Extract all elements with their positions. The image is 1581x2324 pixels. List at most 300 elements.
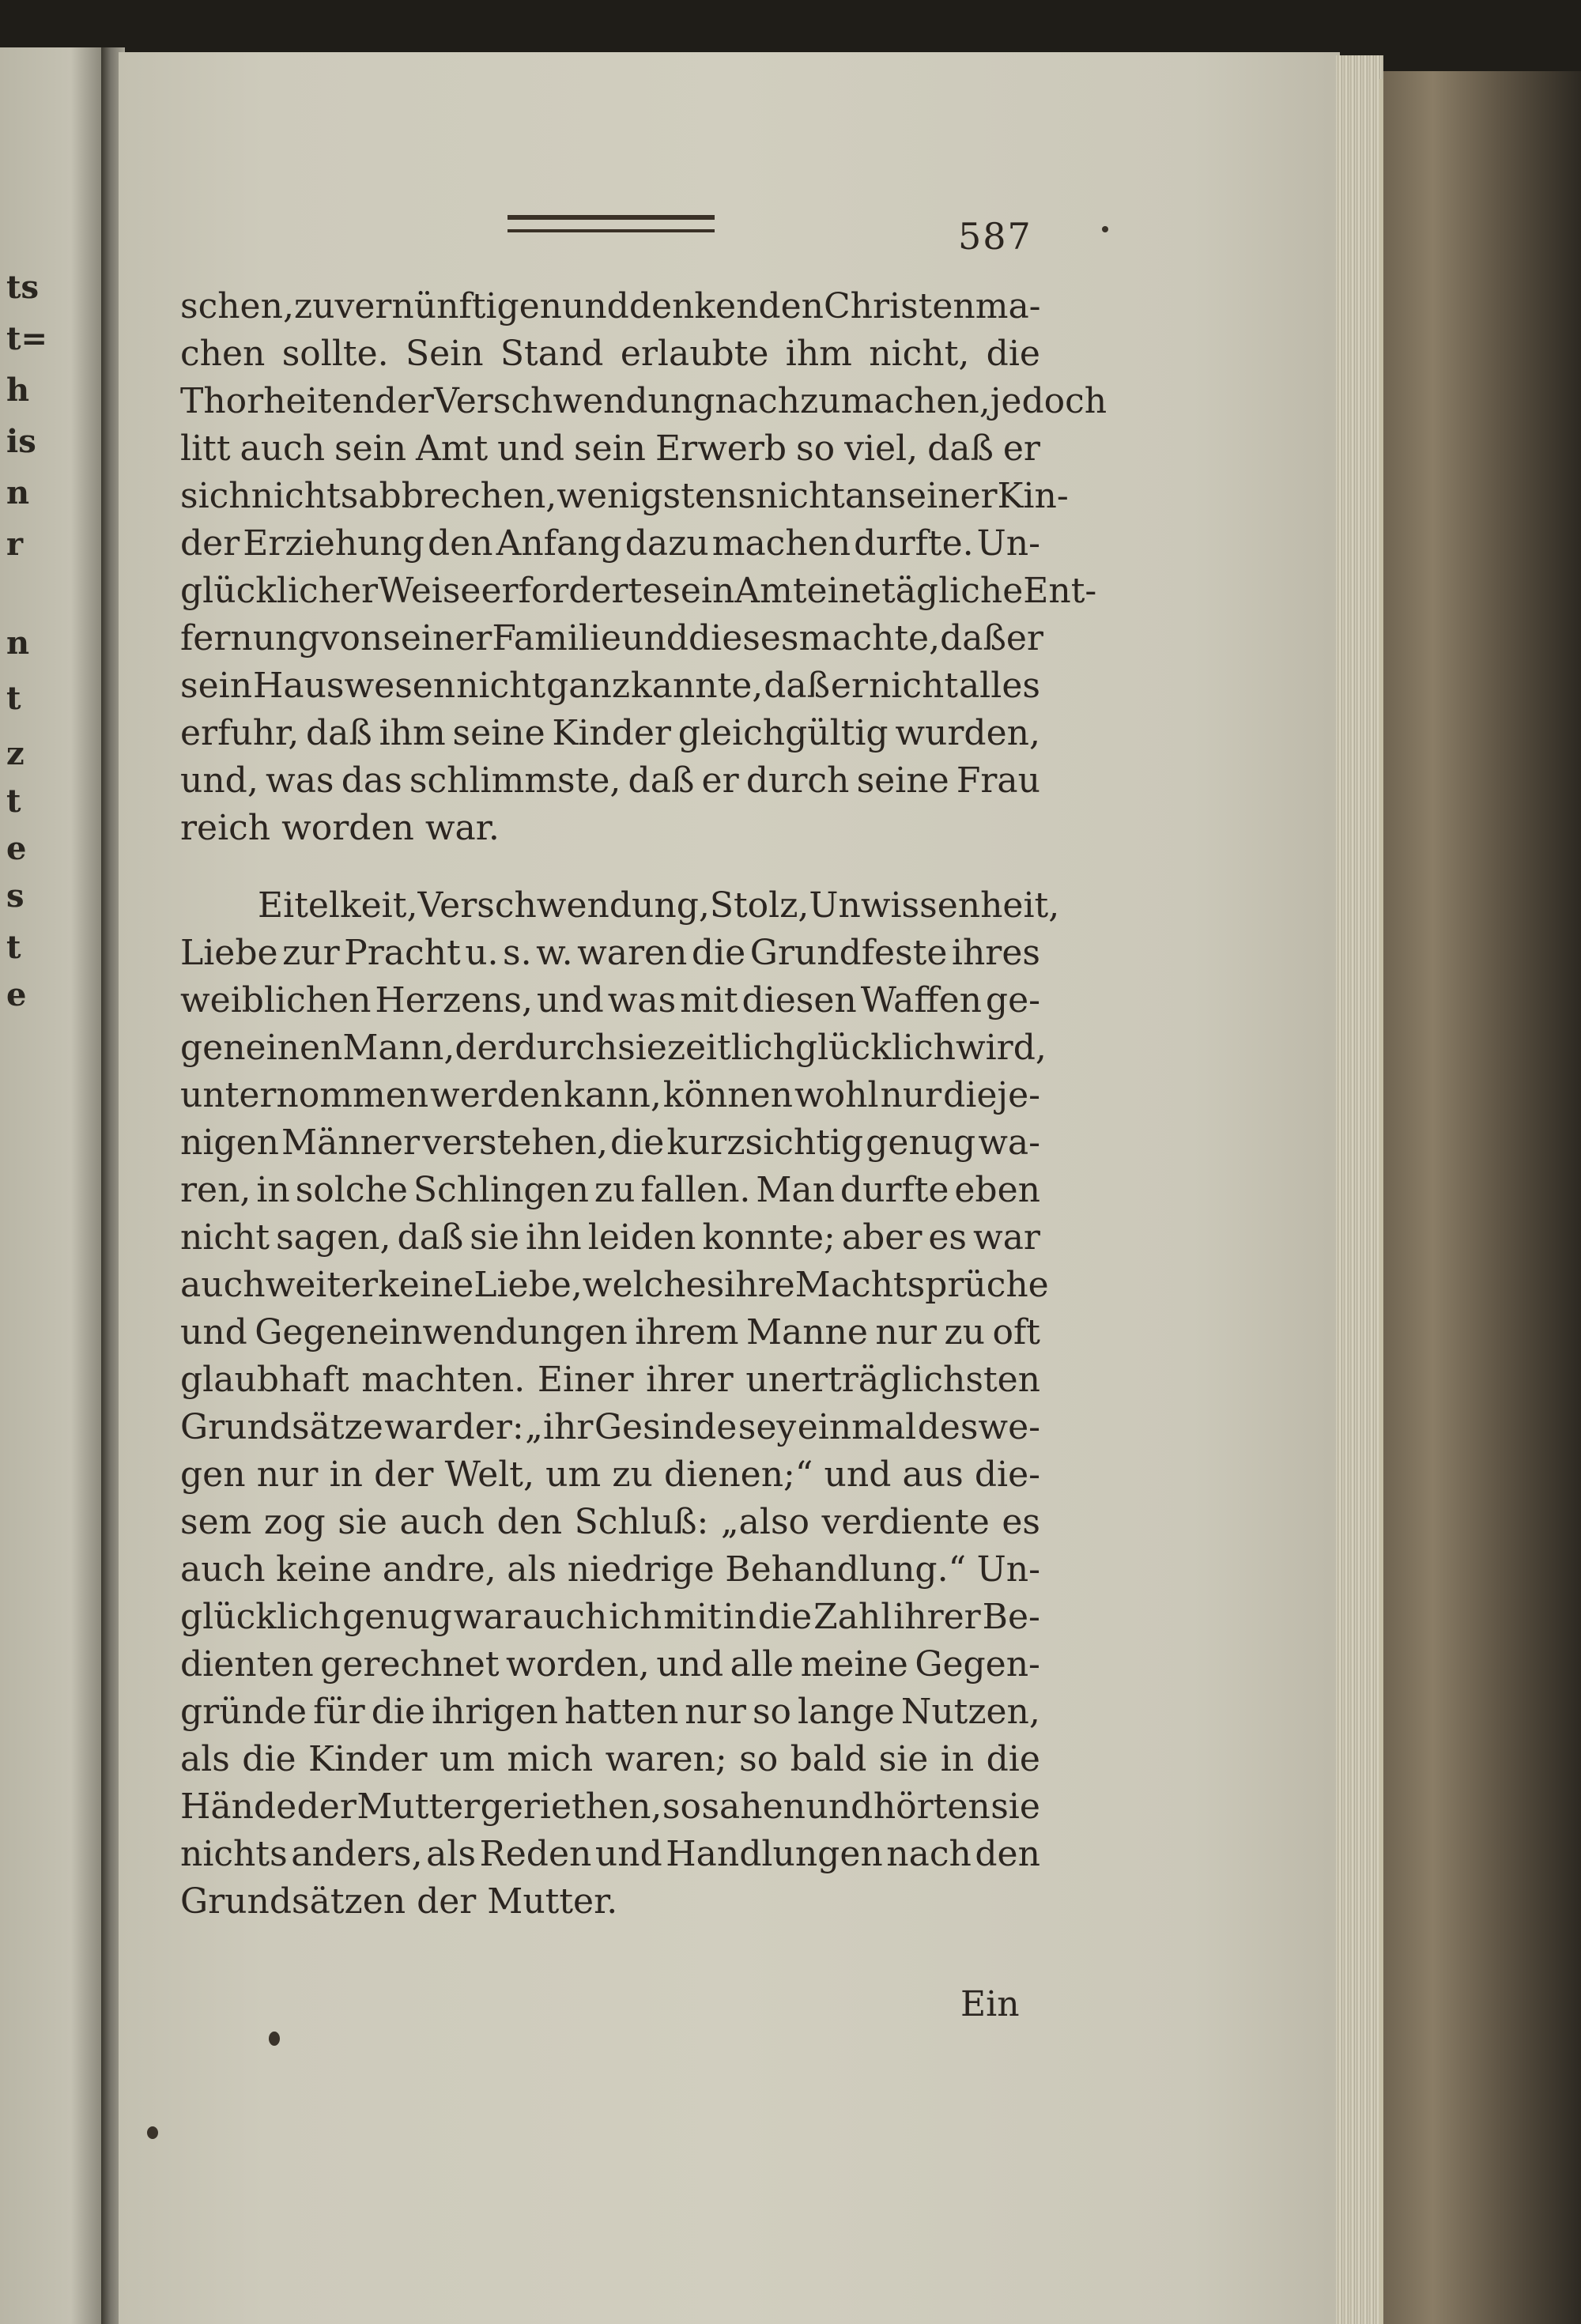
word: die	[371, 1692, 425, 1732]
word: denkenden	[628, 286, 824, 326]
word: Liebe,	[474, 1265, 583, 1305]
word: wenigstens	[557, 476, 756, 516]
word: konnte;	[702, 1217, 836, 1258]
word: s.	[503, 933, 532, 973]
word: schen,	[180, 286, 294, 326]
word: Kinder	[552, 713, 671, 753]
word: Man	[756, 1170, 835, 1210]
word: so	[796, 428, 836, 469]
word: dazu	[624, 523, 709, 564]
left-page-fragment: r	[6, 526, 24, 563]
word: erlaubte	[620, 334, 769, 374]
left-page-fragment: z	[6, 735, 25, 772]
word: und,	[180, 760, 258, 801]
word: nicht,	[869, 334, 970, 374]
word: er	[1002, 428, 1040, 469]
word: Hände	[180, 1786, 297, 1827]
word: gerechnet	[320, 1644, 500, 1685]
word: Manne	[745, 1312, 868, 1353]
word: Thorheiten	[180, 381, 375, 421]
word: Machtsprüche	[794, 1265, 1049, 1305]
word: unternommen	[180, 1075, 429, 1115]
word: waren	[577, 933, 688, 973]
left-page-fragment: ts	[6, 269, 39, 306]
left-page-fragment: n	[6, 624, 30, 662]
word: sein	[180, 666, 253, 706]
word: was	[607, 980, 677, 1021]
word: Gegeneinwendungen	[255, 1312, 628, 1353]
word: nicht	[755, 476, 845, 516]
word: nachzumachen,	[715, 381, 990, 421]
word: Ent-	[1023, 571, 1097, 611]
text-line	[180, 1119, 1040, 1167]
word: glücklich	[180, 1597, 341, 1637]
word: unerträglichsten	[745, 1360, 1040, 1400]
word: für	[313, 1692, 365, 1732]
word: einen	[245, 1028, 343, 1068]
word: zeitlich	[666, 1028, 795, 1068]
word: auch	[240, 428, 326, 469]
word: den	[427, 523, 493, 564]
word: und	[497, 428, 565, 469]
word: Liebe	[180, 933, 278, 973]
word: kannte,	[630, 666, 764, 706]
word: verstehen,	[422, 1122, 608, 1163]
word: als	[426, 1834, 477, 1874]
word: gleichgültig	[677, 713, 889, 753]
word: so	[752, 1692, 792, 1732]
word: Männer	[281, 1122, 421, 1163]
word: sahen	[701, 1786, 806, 1827]
word: Kinder	[308, 1739, 428, 1779]
word: Pracht	[344, 933, 461, 973]
text-line	[180, 473, 1069, 520]
word: ihn	[525, 1217, 582, 1258]
text-line	[180, 330, 1040, 378]
word: tägliche	[881, 571, 1024, 611]
word: so	[739, 1739, 779, 1779]
word: aus	[902, 1454, 964, 1495]
word: machten.	[361, 1360, 526, 1400]
word: Waffen	[860, 980, 982, 1021]
word: und	[562, 286, 629, 326]
word: seine	[856, 760, 949, 801]
word: nur	[685, 1692, 746, 1732]
word: waren;	[605, 1739, 727, 1779]
word: Frau	[956, 760, 1040, 801]
word: auch	[180, 1549, 266, 1590]
text-line	[180, 977, 1040, 1024]
word: in	[329, 1454, 363, 1495]
word: bald	[790, 1739, 867, 1779]
word: oft	[992, 1312, 1040, 1353]
text-line	[180, 1309, 1040, 1356]
word: auch	[399, 1502, 485, 1542]
word: seine	[452, 713, 545, 753]
word: Erziehung	[243, 523, 424, 564]
word: wird,	[955, 1028, 1047, 1068]
word: Un-	[976, 523, 1040, 564]
text-line	[180, 1499, 1040, 1546]
word: und	[806, 1786, 874, 1827]
word: dienen;“	[664, 1454, 813, 1495]
word: nur	[880, 1075, 942, 1115]
word: als	[507, 1549, 557, 1590]
paragraph-gap	[180, 852, 1040, 882]
word: Nutzen,	[900, 1692, 1040, 1732]
word: keine	[378, 1265, 474, 1305]
left-page-fragment: is	[6, 423, 36, 460]
word: Mann,	[342, 1028, 455, 1068]
text-line	[180, 1167, 1040, 1214]
word: so	[662, 1786, 701, 1827]
word: sie	[338, 1502, 387, 1542]
word: die	[757, 1597, 813, 1637]
word: nicht	[456, 666, 546, 706]
text-line	[180, 882, 1060, 930]
word: Un-	[976, 1549, 1040, 1590]
word: durch	[745, 760, 850, 801]
text-line	[180, 930, 1040, 977]
word: niedrige	[567, 1549, 715, 1590]
word: daß	[397, 1217, 464, 1258]
word: w.	[536, 933, 573, 973]
word: Mutter	[357, 1786, 481, 1827]
word: ihres	[951, 933, 1040, 973]
left-page-fragment: t	[6, 680, 21, 717]
word: kann,	[564, 1075, 662, 1115]
word: durfte	[840, 1170, 949, 1210]
word: genug	[866, 1122, 976, 1163]
word: seiner	[888, 476, 998, 516]
word: werden	[430, 1075, 563, 1115]
word: in	[940, 1739, 975, 1779]
word: Kin-	[997, 476, 1069, 516]
word: weiter	[265, 1265, 379, 1305]
word: Grundfeste	[749, 933, 948, 973]
word: sein	[573, 428, 647, 469]
word: und	[656, 1644, 724, 1685]
word: an	[844, 476, 889, 516]
word: nicht	[180, 1217, 270, 1258]
word: viel,	[844, 428, 919, 469]
word: eine	[806, 571, 882, 611]
word: den	[975, 1834, 1040, 1874]
word: die	[691, 933, 746, 973]
word: keine	[276, 1549, 372, 1590]
word: der	[455, 1028, 515, 1068]
word: ich	[609, 1597, 662, 1637]
word: alle	[730, 1644, 794, 1685]
word: ren,	[180, 1170, 251, 1210]
word: meine	[800, 1644, 908, 1685]
text-line	[180, 757, 1040, 805]
word: Amt	[734, 571, 807, 611]
word: glaubhaft	[180, 1360, 349, 1400]
ink-spot	[269, 2032, 280, 2046]
word: seiner	[383, 618, 492, 658]
word: geriethen,	[480, 1786, 662, 1827]
word: der	[374, 1454, 434, 1495]
text-line	[180, 615, 1043, 662]
word: vernünftigen	[334, 286, 562, 326]
word: sem	[180, 1502, 252, 1542]
body-text	[180, 283, 1107, 1926]
word: Herzens,	[375, 980, 533, 1021]
word: nichts	[180, 1834, 288, 1874]
text-line	[180, 1546, 1040, 1594]
word: Anfang	[496, 523, 622, 564]
word: mit	[680, 980, 738, 1021]
word: sie	[990, 1786, 1040, 1827]
word: daß	[306, 713, 372, 753]
word: und	[180, 1312, 247, 1353]
word: alles	[958, 666, 1040, 706]
left-page-fragment: n	[6, 474, 30, 511]
word: war	[973, 1217, 1040, 1258]
word: fallen.	[640, 1170, 751, 1210]
word: Amt	[416, 428, 489, 469]
word: Behandlung.“	[725, 1549, 967, 1590]
word: nichts	[251, 476, 359, 516]
left-page-fragment: t=	[6, 320, 47, 357]
text-line	[180, 1831, 1040, 1878]
word: Verschwendung,	[417, 885, 710, 926]
word: verdiente	[821, 1502, 990, 1542]
word: glücklicher	[180, 571, 379, 611]
word: Verschwendung	[433, 381, 715, 421]
word: er	[830, 666, 868, 706]
text-line	[180, 1783, 1040, 1831]
word: Christen	[823, 286, 975, 326]
word: u.	[465, 933, 499, 973]
word: nach	[886, 1834, 972, 1874]
word: gen	[180, 1454, 246, 1495]
word: wurden,	[895, 713, 1040, 753]
page-edges	[1336, 55, 1383, 2324]
word: was	[266, 760, 334, 801]
left-page-fragment: t	[6, 783, 21, 820]
text-line	[180, 1356, 1040, 1404]
word: ganz	[546, 666, 631, 706]
left-page-fragment: e	[6, 976, 27, 1013]
word: zu	[594, 1170, 636, 1210]
word: durch	[514, 1028, 618, 1068]
word: Einer	[537, 1360, 634, 1400]
word: deswe-	[917, 1407, 1040, 1447]
word: nur	[875, 1312, 938, 1353]
word: lange	[797, 1692, 895, 1732]
text-line	[180, 1451, 1040, 1499]
word: andre,	[382, 1549, 496, 1590]
text-line	[180, 1072, 1040, 1119]
left-page-fragment: s	[6, 877, 25, 915]
word: ihrem	[635, 1312, 739, 1353]
book-cover	[1383, 71, 1581, 2324]
word: dieje-	[943, 1075, 1040, 1115]
word: ihrer	[893, 1597, 981, 1637]
word: der	[374, 381, 434, 421]
word: kurzsichtig	[666, 1122, 864, 1163]
word: Schlingen	[413, 1170, 589, 1210]
word: die	[242, 1739, 296, 1779]
word: in	[256, 1170, 290, 1210]
word: ihrigen	[431, 1692, 558, 1732]
word: chen	[180, 334, 266, 374]
word: wohl	[794, 1075, 879, 1115]
word: nigen	[180, 1122, 279, 1163]
word: zu	[944, 1312, 986, 1353]
word: litt	[180, 428, 231, 469]
word: können	[662, 1075, 794, 1115]
text-line	[180, 1262, 1049, 1309]
word: mich	[507, 1739, 594, 1779]
word: sich	[180, 476, 251, 516]
word: es	[1002, 1502, 1040, 1542]
word: nicht	[868, 666, 959, 706]
word: machen	[711, 523, 851, 564]
word: Erwerb	[655, 428, 787, 469]
word: der:	[452, 1407, 524, 1447]
word: hatten	[564, 1692, 679, 1732]
word: durfte.	[854, 523, 974, 564]
word: sollte.	[281, 334, 389, 374]
word: zu	[612, 1454, 653, 1495]
word: ihrer	[646, 1360, 734, 1400]
word: sein	[662, 571, 735, 611]
word: und	[824, 1454, 892, 1495]
word: daß	[940, 618, 1006, 658]
word: es	[928, 1217, 968, 1258]
header-rule	[508, 215, 715, 232]
word: von	[319, 618, 383, 658]
page-number: 587	[958, 215, 1032, 258]
word: auch	[180, 1265, 266, 1305]
word: Hauswesen	[252, 666, 456, 706]
word: zu	[293, 286, 335, 326]
word: sey	[738, 1407, 797, 1447]
word: ihre	[724, 1265, 795, 1305]
word: solche	[295, 1170, 408, 1210]
word: er	[1006, 618, 1043, 658]
word: dieses	[688, 618, 799, 658]
ink-spot	[1102, 226, 1108, 232]
word: das	[341, 760, 402, 801]
word: machte,	[798, 618, 941, 658]
text-line: Grundsätzen der Mutter.	[180, 1881, 618, 1922]
word: Gesinde	[594, 1407, 738, 1447]
word: Schluß:	[574, 1502, 709, 1542]
word: die	[986, 1739, 1040, 1779]
word: die	[986, 334, 1040, 374]
text-line	[180, 662, 1040, 710]
word: Welt,	[444, 1454, 534, 1495]
word: sagen,	[276, 1217, 391, 1258]
catchword: Ein	[960, 1984, 1020, 2024]
word: um	[439, 1739, 495, 1779]
word: glücklich	[794, 1028, 956, 1068]
word: Weise	[378, 571, 481, 611]
word: hörten	[873, 1786, 990, 1827]
word: leiden	[587, 1217, 696, 1258]
word: sie	[878, 1739, 929, 1779]
text-line	[180, 1404, 1040, 1451]
word: aber	[841, 1217, 923, 1258]
word: Familie	[492, 618, 622, 658]
word: sein	[334, 428, 407, 469]
word: anders,	[291, 1834, 423, 1874]
text-line	[180, 1594, 1040, 1641]
word: einmal	[797, 1407, 917, 1447]
word: zur	[282, 933, 340, 973]
word: die-	[974, 1454, 1040, 1495]
word: und	[621, 618, 689, 658]
word: als	[180, 1739, 230, 1779]
word: diesen	[741, 980, 857, 1021]
text-line	[180, 710, 1040, 757]
word: Eitelkeit,	[258, 885, 418, 926]
word: war	[384, 1407, 452, 1447]
word: erfuhr,	[180, 713, 300, 753]
word: „also	[720, 1502, 810, 1542]
ink-spot	[147, 2126, 158, 2139]
word: Grundsätze	[180, 1407, 383, 1447]
word: er	[701, 760, 739, 801]
word: erforderte	[481, 571, 663, 611]
left-page-fragment: t	[6, 929, 21, 966]
text-line	[180, 1688, 1040, 1736]
word: jedoch	[990, 381, 1107, 421]
word: der	[296, 1786, 357, 1827]
word: sie	[470, 1217, 519, 1258]
word: um	[545, 1454, 602, 1495]
word: gründe	[180, 1692, 308, 1732]
text-line	[180, 1736, 1040, 1783]
word: auch	[522, 1597, 608, 1637]
word: welches	[582, 1265, 725, 1305]
word: und	[594, 1834, 662, 1874]
text-line: reich worden war.	[180, 808, 500, 848]
word: in	[723, 1597, 757, 1637]
word: Be-	[982, 1597, 1040, 1637]
word: Gegen-	[915, 1644, 1040, 1685]
left-page-fragment: h	[6, 372, 30, 409]
word: Reden	[479, 1834, 592, 1874]
word: Sein	[405, 334, 484, 374]
word: schlimmste,	[409, 760, 621, 801]
word: Stolz,	[709, 885, 809, 926]
word: wa-	[978, 1122, 1040, 1163]
text-line	[180, 1024, 1047, 1072]
word: Zahl	[813, 1597, 892, 1637]
word: den	[496, 1502, 563, 1542]
text-line	[180, 283, 1040, 330]
word: „ihr	[525, 1407, 594, 1447]
word: Unwissenheit,	[809, 885, 1060, 926]
word: zog	[263, 1502, 326, 1542]
word: ihm	[785, 334, 852, 374]
word: fernung	[180, 618, 320, 658]
word: mit	[663, 1597, 722, 1637]
word: ma-	[975, 286, 1041, 326]
text-line	[180, 568, 1097, 615]
left-facing-page	[0, 47, 101, 2324]
word: worden,	[506, 1644, 650, 1685]
word: Stand	[500, 334, 604, 374]
word: genug	[341, 1597, 452, 1637]
word: nur	[256, 1454, 319, 1495]
word: dienten	[180, 1644, 314, 1685]
